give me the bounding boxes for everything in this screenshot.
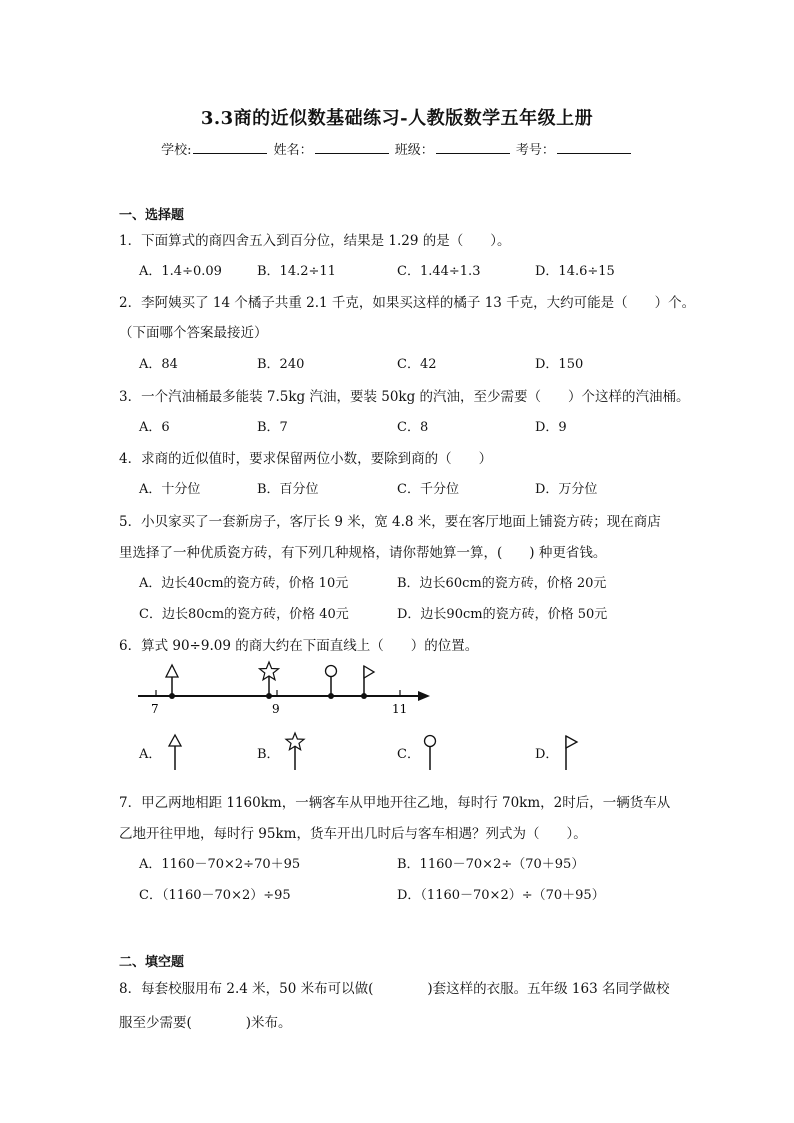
q7-option-d[interactable]: D．（1160－70×2）÷（70＋95） (397, 888, 605, 903)
q2-option-a[interactable]: A．84 (139, 357, 178, 372)
q4-option-d[interactable]: D．万分位 (535, 482, 598, 497)
q4-option-c[interactable]: C．千分位 (397, 482, 459, 497)
q6-option-b[interactable]: B． (257, 747, 280, 762)
q1-option-c[interactable]: C．1.44÷1.3 (397, 264, 481, 279)
q7-option-c[interactable]: C．（1160－70×2）÷95 (139, 888, 291, 903)
circle-flag-icon (326, 666, 337, 700)
q7-option-a[interactable]: A．1160－70×2÷70＋95 (139, 857, 301, 872)
pennant-flag-icon (361, 666, 374, 699)
student-info-line (0, 139, 794, 158)
q3-option-c[interactable]: C．8 (397, 420, 429, 435)
question-3: 3．一个汽油桶最多能装 7.5kg 汽油，要装 50kg 的汽油，至少需要（ ）个这样的汽油桶。 (119, 389, 690, 405)
number-line-axis (138, 691, 430, 701)
question-6: 6．算式 90÷9.09 的商大约在下面直线上（ ）的位置。 (119, 638, 479, 654)
name-label: 姓名： (273, 143, 313, 158)
question-1: 1．下面算式的商四舍五入到百分位，结果是 1.29 的是（ ）。 (119, 233, 511, 249)
tick-label-7: 7 (151, 702, 159, 716)
tick-label-11: 11 (392, 702, 408, 716)
section-choice-heading: 一、选择题 (119, 208, 185, 223)
number-line-figure (130, 660, 440, 720)
page-title: 3.3商的近似数基础练习-人教版数学五年级上册 (200, 108, 594, 129)
q3-option-a[interactable]: A．6 (139, 420, 170, 435)
q1-option-a[interactable]: A．1.4÷0.09 (139, 264, 222, 279)
q1-option-d[interactable]: D．14.6÷15 (535, 264, 615, 279)
school-blank[interactable] (193, 141, 267, 154)
question-5: 5．小贝家买了一套新房子，客厅长 9 米，宽 4.8 米，要在客厅地面上铺瓷方砖；现在商店 (119, 514, 661, 530)
class-label: 班级： (394, 143, 434, 158)
q5-option-d[interactable]: D．边长90cm的瓷方砖，价格 50元 (397, 607, 608, 622)
option-circle-flag-icon (421, 733, 439, 771)
q4-option-b[interactable]: B．百分位 (257, 482, 319, 497)
class-blank[interactable] (436, 141, 510, 154)
q6-option-a[interactable]: A． (139, 747, 162, 762)
q6-option-d[interactable]: D． (535, 747, 559, 762)
triangle-flag-icon (166, 665, 178, 699)
question-7-line2: 乙地开往甲地，每时行 95km，货车开出几时后与客车相遇？列式为（ ）。 (119, 826, 587, 842)
q5-option-a[interactable]: A．边长40cm的瓷方砖，价格 10元 (139, 576, 349, 591)
option-star-flag-icon (284, 731, 306, 771)
q5-option-c[interactable]: C．边长80cm的瓷方砖，价格 40元 (139, 607, 349, 622)
school-label: 学校: (161, 143, 192, 158)
q7-option-b[interactable]: B．1160－70×2÷（70＋95） (397, 857, 585, 872)
star-flag-icon (260, 662, 279, 699)
q2-option-d[interactable]: D．150 (535, 357, 584, 372)
exam-number-label: 考号： (515, 143, 555, 158)
question-8-line2: 服至少需要( )米布。 (119, 1015, 292, 1031)
q2-option-c[interactable]: C．42 (397, 357, 437, 372)
option-pennant-flag-icon (562, 733, 580, 771)
q2-option-b[interactable]: B．240 (257, 357, 305, 372)
question-2: 2．李阿姨买了 14 个橘子共重 2.1 千克，如果买这样的橘子 13 千克，大约可能是（ ）个。 (119, 295, 696, 311)
section-fill-heading: 二、填空题 (119, 955, 185, 970)
tick-label-9: 9 (272, 702, 280, 716)
question-4: 4．求商的近似值时，要求保留两位小数，要除到商的（ ） (119, 451, 493, 467)
q6-option-c[interactable]: C． (397, 747, 420, 762)
q1-option-b[interactable]: B．14.2÷11 (257, 264, 336, 279)
question-2-note: （下面哪个答案最接近） (119, 325, 268, 341)
question-7: 7．甲乙两地相距 1160km，一辆客车从甲地开往乙地，每时行 70km，2时后，一辆货车从 (119, 795, 671, 811)
option-triangle-flag-icon (166, 733, 184, 771)
exam-number-blank[interactable] (557, 141, 631, 154)
q4-option-a[interactable]: A．十分位 (139, 482, 201, 497)
q3-option-d[interactable]: D．9 (535, 420, 567, 435)
question-8: 8．每套校服用布 2.4 米，50 米布可以做( )套这样的衣服。五年级 163 名同学做校 (119, 981, 670, 997)
q5-option-b[interactable]: B．边长60cm的瓷方砖，价格 20元 (397, 576, 607, 591)
q3-option-b[interactable]: B．7 (257, 420, 288, 435)
name-blank[interactable] (315, 141, 389, 154)
question-5-line2: 里选择了一种优质瓷方砖，有下列几种规格，请你帮她算一算，( ) 种更省钱。 (119, 545, 607, 561)
